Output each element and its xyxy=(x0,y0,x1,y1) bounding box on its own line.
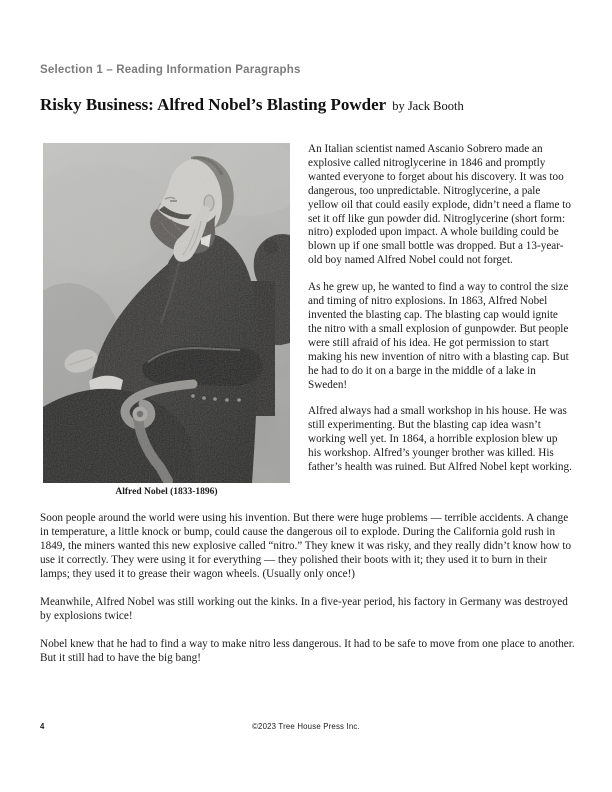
body-paragraph: Nobel knew that he had to find a way to make nitro less dangerous. It had to be safe to move from one place to another. But it still had to have the big bang! xyxy=(40,638,575,664)
photo-caption: Alfred Nobel (1833-1896) xyxy=(115,487,218,497)
body-paragraph: An Italian scientist named Ascanio Sobrero made an explosive called nitroglycerine in 1846 and promptly wanted everyone to forget about his discovery. It was too dangerous, too unpredictable. Nitroglycerine, a pale yellow oil that could easily explode, didn’t need a flame to set it off like gun powder did. Nitroglycerine (short form: nitro) exploded upon impact. A whole building could be blown up if one small bottle was dropped. But a 13-year-old boy named Alfred Nobel could not forget. xyxy=(308,143,571,267)
body-paragraph: Alfred always had a small workshop in his house. He was still experimenting. But the blasting cap idea wasn’t working well yet. In 1864, a horrible explosion blew up his workshop. Alfred’s younger brother was killed. His father’s health was ruined. But Alfred Nobel kept working. xyxy=(308,405,572,474)
article-title xyxy=(40,95,464,115)
alfred-nobel-portrait-photo xyxy=(43,143,290,483)
portrait-illustration xyxy=(43,143,290,483)
body-paragraph: Meanwhile, Alfred Nobel was still working out the kinks. In a five-year period, his factory in Germany was destroyed by explosions twice! xyxy=(40,596,568,622)
full-width-text xyxy=(40,511,578,679)
page-number: 4 xyxy=(40,722,45,731)
byline: by Jack Booth xyxy=(392,99,464,113)
body-paragraph: Soon people around the world were using his invention. But there were huge problems — terrible accidents. A change in temperature, a little knock or bump, could cause the dangerous oil to explode. During the California gold rush in 1849, the miners wanted this new explosive called “nitro.” They knew it was risky, and they really didn’t know how to use it correctly. They were using it for everything — they polished their boots with it; they used it to burn in their lamps; they used it to grease their wagon wheels. (Usually only once!) xyxy=(40,512,572,580)
page-footer xyxy=(0,720,612,734)
column-text xyxy=(308,143,572,488)
body-paragraph: As he grew up, he wanted to find a way to control the size and timing of nitro explosions. In 1863, Alfred Nobel invented the blasting cap. The blasting cap would ignite the nitro with a small explosion of gunpowder. But people were still afraid of his idea. He got permission to start making his new invention of nitro with a blasting cap. But he had to do it on a barge in the middle of a lake in Sweden! xyxy=(308,281,569,391)
copyright-text: ©2023 Tree House Press Inc. xyxy=(252,722,360,731)
section-heading: Selection 1 – Reading Information Paragraphs xyxy=(40,64,301,76)
article-title-text: Risky Business: Alfred Nobel’s Blasting Powder xyxy=(40,95,387,114)
photo-figure xyxy=(43,143,290,497)
content-row xyxy=(43,143,572,497)
